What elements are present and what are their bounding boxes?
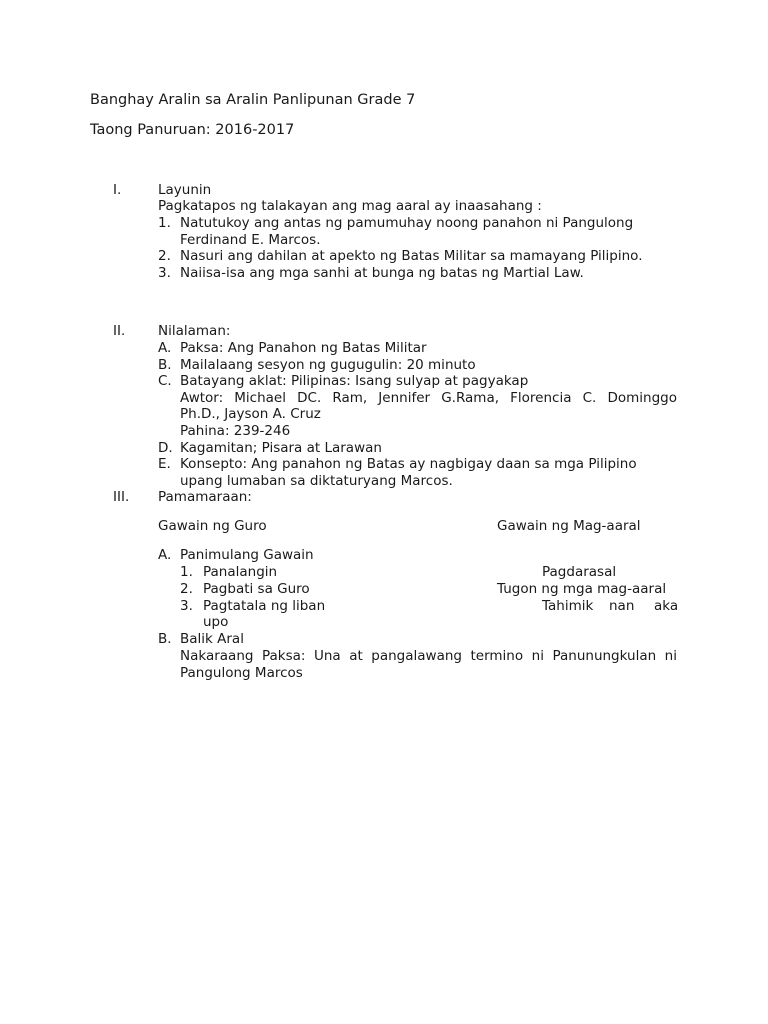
content-item: Kagamitan; Pisara at Larawan <box>180 440 382 456</box>
content-item: Mailalaang sesyon ng gugugulin: 20 minuto <box>180 357 476 373</box>
part-a-label: Panimulang Gawain <box>180 547 314 563</box>
section2-numeral: II. <box>113 323 126 339</box>
school-year: Taong Panuruan: 2016-2017 <box>90 122 295 138</box>
list-letter: B. <box>158 631 172 647</box>
teacher-activity: Panalangin <box>203 564 278 580</box>
student-activity: Pagdarasal <box>542 564 617 580</box>
content-item-continued: upang lumaban sa diktaturyang Marcos. <box>180 473 453 489</box>
list-number: 3. <box>158 265 171 281</box>
student-activity-word: nan <box>609 598 635 614</box>
objective-item: Nasuri ang dahilan at apekto ng Batas Militar sa mamayang Pilipino. <box>180 248 643 264</box>
objective-item: Naiisa-isa ang mga sanhi at bunga ng batas ng Martial Law. <box>180 265 584 281</box>
section2-heading: Nilalaman: <box>158 323 231 339</box>
book-authors: Awtor: Michael DC. Ram, Jennifer G.Rama, Florencia C. Dominggo <box>180 390 677 406</box>
list-letter: D. <box>158 440 173 456</box>
list-number: 2. <box>158 248 171 264</box>
objective-item-continued: Ferdinand E. Marcos. <box>180 232 321 248</box>
list-letter: C. <box>158 373 172 389</box>
previous-topic-continued: Pangulong Marcos <box>180 665 303 681</box>
list-letter: A. <box>158 547 172 563</box>
content-item: Konsepto: Ang panahon ng Batas ay nagbigay daan sa mga Pilipino <box>180 456 637 472</box>
section1-numeral: I. <box>113 182 122 198</box>
section1-heading: Layunin <box>158 182 212 198</box>
list-number: 1. <box>180 564 193 580</box>
column-header-teacher: Gawain ng Guro <box>158 518 267 534</box>
section3-heading: Pamamaraan: <box>158 489 252 505</box>
list-number: 2. <box>180 581 193 597</box>
student-activity-continued: upo <box>203 614 229 630</box>
content-item: Batayang aklat: Pilipinas: Isang sulyap at pagyakap <box>180 373 529 389</box>
column-header-student: Gawain ng Mag-aaral <box>497 518 641 534</box>
student-activity-word: aka <box>654 598 679 614</box>
list-number: 3. <box>180 598 193 614</box>
section1-intro: Pagkatapos ng talakayan ang mag aaral ay inaasahang : <box>158 198 542 214</box>
book-pages: Pahina: 239-246 <box>180 423 291 439</box>
student-activity-word: Tahimik <box>542 598 594 614</box>
student-activity: Tugon ng mga mag-aaral <box>497 581 667 597</box>
list-letter: E. <box>158 456 171 472</box>
list-letter: B. <box>158 357 172 373</box>
section3-numeral: III. <box>113 489 130 505</box>
objective-item: Natutukoy ang antas ng pamumuhay noong panahon ni Pangulong <box>180 215 634 231</box>
list-letter: A. <box>158 340 172 356</box>
teacher-activity: Pagtatala ng liban <box>203 598 326 614</box>
previous-topic: Nakaraang Paksa: Una at pangalawang termino ni Panunungkulan ni <box>180 648 677 664</box>
content-item: Paksa: Ang Panahon ng Batas Militar <box>180 340 427 356</box>
part-b-label: Balik Aral <box>180 631 244 647</box>
document-title: Banghay Aralin sa Aralin Panlipunan Grade 7 <box>90 92 416 108</box>
book-authors-continued: Ph.D., Jayson A. Cruz <box>180 406 321 422</box>
list-number: 1. <box>158 215 171 231</box>
teacher-activity: Pagbati sa Guro <box>203 581 310 597</box>
